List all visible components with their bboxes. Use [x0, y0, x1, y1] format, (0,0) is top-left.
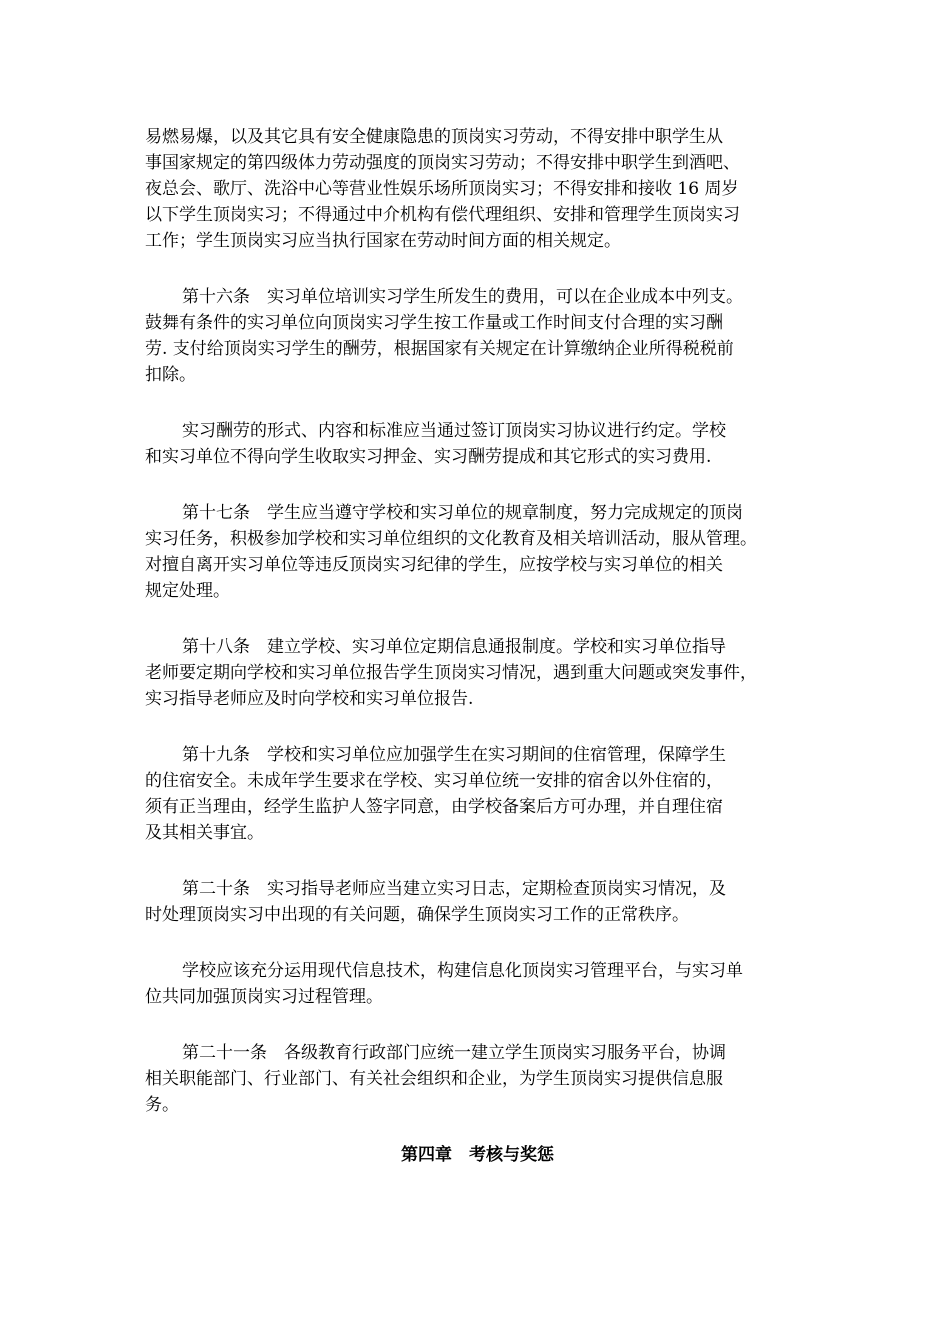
paragraph-article-21: [145, 1040, 810, 1118]
paragraph-article-17: [145, 500, 810, 604]
text-line: 相关职能部门、行业部门、有关社会组织和企业，为学生顶岗实习提供信息服: [145, 1069, 723, 1089]
paragraph-article-20: [145, 876, 810, 928]
text-line: 事国家规定的第四级体力劳动强度的顶岗实习劳动；不得安排中职学生到酒吧、: [145, 153, 740, 173]
text-line: 规定处理。: [145, 581, 230, 601]
text-line: 对擅自离开实习单位等违反顶岗实习纪律的学生，应按学校与实习单位的相关: [145, 555, 723, 575]
text-line: 老师要定期向学校和实习单位报告学生顶岗实习情况，遇到重大问题或突发事件，: [145, 663, 757, 683]
text-line: 工作；学生顶岗实习应当执行国家在劳动时间方面的相关规定。: [145, 231, 621, 251]
text-line: 第十九条 学校和实习单位应加强学生在实习期间的住宿管理，保障学生: [182, 745, 726, 765]
document-page: [145, 124, 810, 1168]
paragraph-article-18: [145, 634, 810, 712]
text-line: 学校应该充分运用现代信息技术，构建信息化顶岗实习管理平台，与实习单: [182, 961, 743, 981]
text-line: 鼓舞有条件的实习单位向顶岗实习学生按工作量或工作时间支付合理的实习酬: [145, 313, 723, 333]
paragraph-info-platform: [145, 958, 810, 1010]
text-line: 易燃易爆，以及其它具有安全健康隐患的顶岗实习劳动，不得安排中职学生从: [145, 127, 723, 147]
text-line: 和实习单位不得向学生收取实习押金、实习酬劳提成和其它形式的实习费用.: [145, 447, 712, 467]
text-line: 实习任务，积极参加学校和实习单位组织的文化教育及相关培训活动，服从管理。: [145, 529, 757, 549]
text-line: 第二十一条 各级教育行政部门应统一建立学生顶岗实习服务平台，协调: [182, 1043, 726, 1063]
text-line: 夜总会、歌厅、洗浴中心等营业性娱乐场所顶岗实习；不得安排和接收 16 周岁: [145, 179, 739, 199]
text-line: 扣除。: [145, 365, 196, 385]
text-line: 及其相关事宜。: [145, 823, 264, 843]
paragraph-article-16: [145, 284, 810, 388]
text-line: 务。: [145, 1095, 179, 1115]
text-line: 位共同加强顶岗实习过程管理。: [145, 987, 383, 1007]
text-line: 劳. 支付给顶岗实习学生的酬劳，根据国家有关规定在计算缴纳企业所得税税前: [145, 339, 734, 359]
text-line: 第十六条 实习单位培训实习学生所发生的费用，可以在企业成本中列支。: [182, 287, 743, 307]
paragraph-article-19: [145, 742, 810, 846]
text-line: 第二十条 实习指导老师应当建立实习日志，定期检查顶岗实习情况，及: [182, 879, 726, 899]
text-line: 实习指导老师应及时向学校和实习单位报告.: [145, 689, 474, 709]
text-line: 须有正当理由，经学生监护人签字同意，由学校备案后方可办理，并自理住宿: [145, 797, 723, 817]
paragraph-internship-pay: [145, 418, 810, 470]
text-line: 时处理顶岗实习中出现的有关问题，确保学生顶岗实习工作的正常秩序。: [145, 905, 689, 925]
text-line: 的住宿安全。未成年学生要求在学校、实习单位统一安排的宿舍以外住宿的，: [145, 771, 723, 791]
text-line: 实习酬劳的形式、内容和标准应当通过签订顶岗实习协议进行约定。学校: [182, 421, 726, 441]
paragraph-continuation: [145, 124, 810, 254]
chapter-heading: 第四章 考核与奖惩: [401, 1145, 554, 1165]
text-line: 以下学生顶岗实习；不得通过中介机构有偿代理组织、安排和管理学生顶岗实习: [145, 205, 740, 225]
text-line: 第十八条 建立学校、实习单位定期信息通报制度。学校和实习单位指导: [182, 637, 726, 657]
text-line: 第十七条 学生应当遵守学校和实习单位的规章制度，努力完成规定的顶岗: [182, 503, 743, 523]
